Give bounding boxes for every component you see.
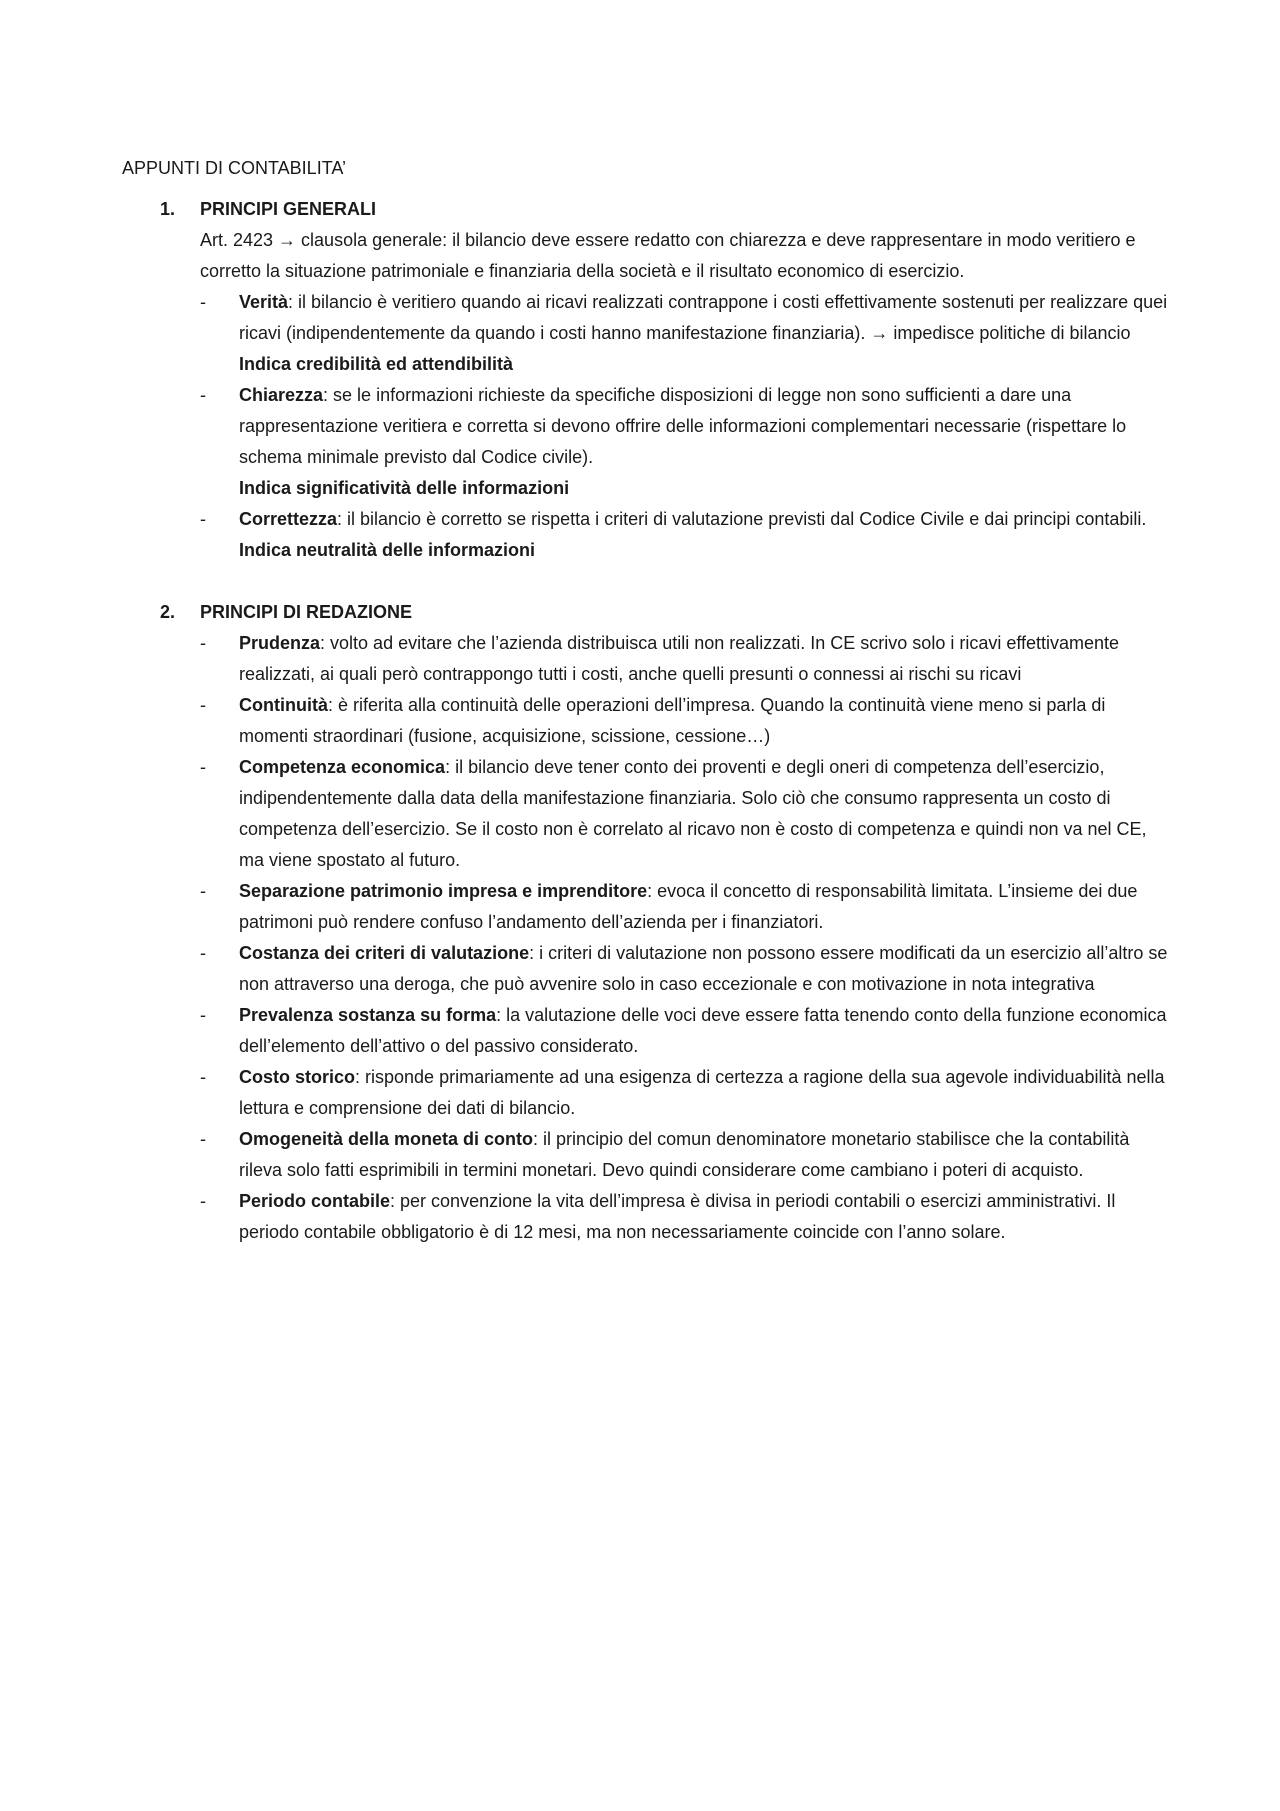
item-text: : per convenzione la vita dell’impresa è divisa in periodi contabili o esercizi amministrativi. Il periodo contabile obbligatorio è di 12 mesi, ma non necessariamente coincide con l’anno solare. bbox=[239, 1191, 1116, 1242]
item-text: : i criteri di valutazione non possono essere modificati da un esercizio all’altro se non attraverso una deroga, che può avvenire solo in caso eccezionale e con motivazione in nota integrativa bbox=[239, 943, 1168, 994]
item-term: Periodo contabile bbox=[239, 1191, 391, 1211]
item-text: : il bilancio deve tener conto dei proventi e degli oneri di competenza dell’esercizio, indipendentemente dalla data della manifestazione finanziaria. Solo ciò che consumo rappresenta un costo di competenza dell’esercizio. Se il costo non è correlato al ricavo non è costo di competenza e quindi non va nel CE, ma viene spostato al futuro. bbox=[239, 757, 1147, 870]
list-item bbox=[200, 628, 1172, 690]
document-title: APPUNTI DI CONTABILITA’ bbox=[122, 158, 347, 178]
item-body bbox=[239, 876, 1172, 938]
item-note: Indica neutralità delle informazioni bbox=[239, 540, 536, 560]
item-body bbox=[239, 1062, 1172, 1124]
list-bullet: - bbox=[200, 1005, 206, 1025]
list-item bbox=[200, 876, 1172, 938]
section-principi-di-redazione bbox=[122, 597, 1172, 1248]
list-item bbox=[200, 287, 1172, 380]
item-text: : se le informazioni richieste da specifiche disposizioni di legge non sono sufficienti a dare una rappresentazione veritiera e corretta si devono offrire delle informazioni complementari necessarie (rispettare lo schema minimale previsto dal Codice civile). bbox=[239, 385, 1127, 467]
item-text: : volto ad evitare che l’azienda distribuisca utili non realizzati. In CE scrivo solo i ricavi effettivamente realizzati, ai quali però contrappongo tutti i costi, anche quelli presunti o connessi ai rischi su ricavi bbox=[239, 633, 1120, 684]
item-term: Verità bbox=[239, 292, 289, 312]
item-body bbox=[239, 1000, 1172, 1062]
list-item bbox=[200, 380, 1172, 504]
item-term: Costanza dei criteri di valutazione bbox=[239, 943, 530, 963]
item-term: Continuità bbox=[239, 695, 328, 715]
item-term: Omogeneità della moneta di conto bbox=[239, 1129, 534, 1149]
item-text: : evoca il concetto di responsabilità limitata. L’insieme dei due patrimoni può rendere confuso l’andamento dell’azienda per i finanziatori. bbox=[239, 881, 1138, 932]
list-item bbox=[200, 1000, 1172, 1062]
list-bullet: - bbox=[200, 943, 206, 963]
item-term: Prudenza bbox=[239, 633, 321, 653]
list-item bbox=[200, 1124, 1172, 1186]
item-text: : la valutazione delle voci deve essere fatta tenendo conto della funzione economica dell’elemento dell’attivo o del passivo considerato. bbox=[239, 1005, 1167, 1056]
item-text: : il bilancio è veritiero quando ai ricavi realizzati contrappone i costi effettivamente sostenuti per realizzare quei ricavi (indipendentemente da quando i costi hanno manifestazione finanziaria). → impedisce politiche di bilancio bbox=[239, 292, 1168, 343]
list-item bbox=[200, 1062, 1172, 1124]
section-title: PRINCIPI GENERALI bbox=[200, 199, 377, 219]
item-term: Costo storico bbox=[239, 1067, 356, 1087]
item-term: Prevalenza sostanza su forma bbox=[239, 1005, 497, 1025]
list-bullet: - bbox=[200, 633, 206, 653]
item-body bbox=[239, 752, 1172, 876]
item-body bbox=[239, 938, 1172, 1000]
list-bullet: - bbox=[200, 1191, 206, 1211]
list-item bbox=[200, 938, 1172, 1000]
list-item bbox=[200, 690, 1172, 752]
list-item bbox=[200, 752, 1172, 876]
list-bullet: - bbox=[200, 1067, 206, 1087]
item-body bbox=[239, 504, 1172, 535]
list-bullet: - bbox=[200, 881, 206, 901]
section-number: 1. bbox=[160, 199, 176, 219]
item-term: Chiarezza bbox=[239, 385, 324, 405]
item-text: : risponde primariamente ad una esigenza di certezza a ragione della sua agevole individuabilità nella lettura e comprensione dei dati di bilancio. bbox=[239, 1067, 1165, 1118]
item-term: Separazione patrimonio impresa e imprenditore bbox=[239, 881, 648, 901]
item-term: Competenza economica bbox=[239, 757, 446, 777]
list-bullet: - bbox=[200, 292, 206, 312]
item-term: Correttezza bbox=[239, 509, 338, 529]
item-body bbox=[239, 380, 1172, 473]
list-bullet: - bbox=[200, 695, 206, 715]
list-bullet: - bbox=[200, 757, 206, 777]
list-item bbox=[200, 504, 1172, 566]
list-item bbox=[200, 1186, 1172, 1248]
item-text: : è riferita alla continuità delle operazioni dell’impresa. Quando la continuità viene meno si parla di momenti straordinari (fusione, acquisizione, scissione, cessione…) bbox=[239, 695, 1106, 746]
item-note: Indica significatività delle informazioni bbox=[239, 478, 570, 498]
list-bullet: - bbox=[200, 385, 206, 405]
list-bullet: - bbox=[200, 1129, 206, 1149]
section-number: 2. bbox=[160, 602, 176, 622]
section-title: PRINCIPI DI REDAZIONE bbox=[200, 602, 413, 622]
item-note: Indica credibilità ed attendibilità bbox=[239, 354, 514, 374]
item-text: : il bilancio è corretto se rispetta i criteri di valutazione previsti dal Codice Civile e dai principi contabili. bbox=[337, 509, 1147, 529]
section-intro: Art. 2423 → clausola generale: il bilancio deve essere redatto con chiarezza e deve rappresentare in modo veritiero e corretto la situazione patrimoniale e finanziaria della società e il risultato economico di esercizio. bbox=[200, 230, 1136, 281]
item-text: : il principio del comun denominatore monetario stabilisce che la contabilità rileva solo fatti esprimibili in termini monetari. Devo quindi considerare come cambiano i poteri di acquisto. bbox=[239, 1129, 1130, 1180]
item-body bbox=[239, 1186, 1172, 1248]
item-body bbox=[239, 690, 1172, 752]
item-body bbox=[239, 1124, 1172, 1186]
document-page bbox=[122, 153, 1172, 1248]
section-principi-generali bbox=[122, 194, 1172, 566]
item-body bbox=[239, 287, 1172, 349]
list-bullet: - bbox=[200, 509, 206, 529]
item-body bbox=[239, 628, 1172, 690]
